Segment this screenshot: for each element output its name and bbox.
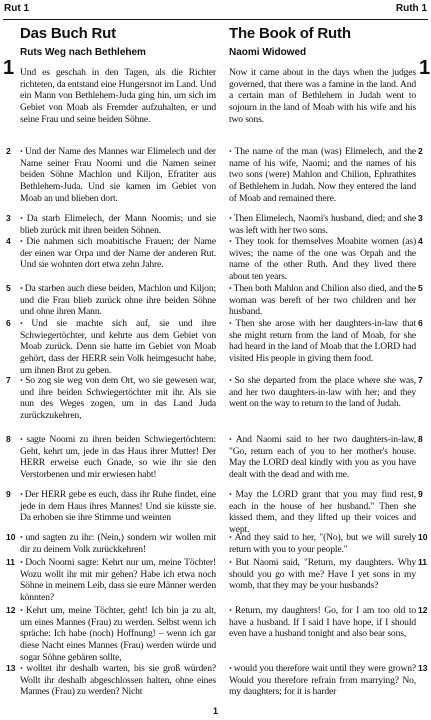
verse-text: So zog sie weg von dem Ort, wo sie gewesen war, und ihre beiden Schwiegertöchter mit ihr. Als sie nun des Weges zogen, um in das Land Juda zurückzukehren, [20, 375, 216, 422]
verse-marker-icon: • [229, 490, 236, 499]
verse-marker-icon: • [229, 284, 234, 293]
verse-german-2 [20, 146, 216, 205]
verse-text: Der HERR gebe es euch, dass ihr Ruhe findet, eine jede in dem Haus ihres Mannes! Und sie küsste sie. Da erhoben sie ihre Stimme und weinten [20, 489, 216, 524]
verse-text: Und der Name des Mannes war Elimelech und der Name seiner Frau Noomi und die Namen seiner beiden Söhne Machlon und Kiljon, Efratiter aus Bethlehem-Juda. Und sie kamen im Gebiet von Moab an und blieben dort. [20, 146, 216, 204]
verse-german-13 [20, 663, 216, 698]
verse-text: wolltet ihr deshalb warten, bis sie groß würden? Wollt ihr deshalb abgeschlossen halten, ohne eines Mannes (Frau) zu werden? Nicht [20, 663, 216, 698]
verse-english-8 [229, 434, 416, 481]
verse-marker-icon: • [229, 214, 234, 223]
english-column [229, 22, 416, 698]
verse-marker-icon: • [20, 435, 27, 444]
verse-number-english: 7 [418, 375, 423, 385]
verse-number-german: 13 [6, 663, 16, 673]
verse-marker-icon: • [229, 533, 235, 542]
verse-english-11 [229, 557, 416, 592]
verse-german-9 [20, 489, 216, 524]
verse-german-12 [20, 605, 216, 664]
verse-german-1 [20, 67, 216, 126]
verse-text: Then Elimelech, Naomi's husband, died; and she was left with her two sons. [229, 213, 416, 236]
verse-number-english: 9 [418, 489, 423, 499]
verse-german-4 [20, 236, 216, 271]
verse-number-german: 7 [6, 375, 11, 385]
verse-text: Kehrt um, meine Töchter, geht! Ich bin ja zu alt, um eines Mannes (Frau) zu werden. Selbst wenn ich spräche: Ich habe (noch) Hoffnung! – wenn ich gar diese Nacht eines Mannes (Frau) werden würde und sogar Söhne gebären sollte, [20, 605, 216, 663]
verse-marker-icon: • [229, 376, 235, 385]
verse-text: Now it came about in the days when the judges governed, that there was a famine in the land. And a certain man of Bethlehem in Judah went to sojourn in the land of Moab with his wife and his two sons. [229, 67, 416, 125]
german-column [20, 22, 216, 698]
verse-english-1 [229, 67, 416, 126]
verse-number-german: 12 [6, 605, 16, 615]
verse-english-9 [229, 489, 416, 536]
verse-german-3 [20, 213, 216, 236]
verse-text: Und es geschah in den Tagen, als die Richter richteten, da entstand eine Hungersnot im Land. Und ein Mann von Bethlehem-Juda ging hin, um sich im Gebiet von Moab als Fremder aufzuhalten, er und seine Frau und seine beiden Söhne. [20, 67, 216, 125]
verse-marker-icon: • [20, 319, 32, 328]
verse-german-6 [20, 318, 216, 377]
verse-number-english: 6 [418, 318, 423, 328]
verse-number-english: 5 [418, 283, 423, 293]
verse-marker-icon: • [20, 606, 26, 615]
verse-text: They took for themselves Moabite women (as) wives; the name of the one was Orpah and the name of the other Ruth. And they lived there about ten years. [229, 236, 416, 283]
verse-number-english: 3 [418, 213, 423, 223]
verse-marker-icon: • [229, 237, 235, 246]
verse-marker-icon: • [20, 490, 25, 499]
verse-text: But Naomi said, "Return, my daughters. Why should you go with me? Have I yet sons in my womb, that they may be your husbands? [229, 557, 416, 592]
verse-marker-icon: • [20, 237, 27, 246]
book-title-english: The Book of Ruth [229, 25, 351, 42]
verse-text: sagte Noomi zu ihren beiden Schwiegertöchtern: Geht, kehrt um, jede in das Haus ihrer Mutter! Der HERR erweise euch Gnade, so wie ihr sie den Verstorbenen und mir erwiesen habt! [20, 434, 216, 481]
verse-marker-icon: • [229, 147, 235, 156]
verse-english-4 [229, 236, 416, 283]
verse-number-english: 2 [418, 146, 423, 156]
verse-text: Die nahmen sich moabitische Frauen; der Name der einen war Orpa und der Name der anderen Rut. Und sie wohnten dort etwa zehn Jahre. [20, 236, 216, 271]
verse-text: Return, my daughters! Go, for I am too old to have a husband. If I said I have hope, if I should even have a husband tonight and also bear sons, [229, 605, 416, 640]
verse-number-german: 11 [6, 557, 15, 567]
verse-text: So she departed from the place where she was, and her two daughters-in-law with her; and they went on the way to return to the land of Judah. [229, 375, 416, 410]
verse-marker-icon: • [20, 533, 26, 542]
verse-marker-icon: • [229, 664, 234, 673]
header-rule [3, 19, 428, 20]
verse-number-english: 4 [418, 236, 423, 246]
verse-number-german: 6 [6, 318, 11, 328]
verse-text: And Naomi said to her two daughters-in-law, "Go, return each of you to her mother's house. May the LORD deal kindly with you as you have dealt with the dead and with me. [229, 434, 416, 481]
verse-number-german: 10 [6, 532, 16, 542]
verse-number-german: 9 [6, 489, 11, 499]
verse-text: would you therefore wait until they were grown? Would you therefore refrain from marrying? No, my daughters; for it is harder [229, 663, 416, 698]
verse-text: May the LORD grant that you may find rest, each in the house of her husband." Then she kissed them, and they lifted up their voices and wept. [229, 489, 416, 536]
verse-text: Then both Mahlon and Chilion also died, and the woman was bereft of her two children and her husband. [229, 283, 416, 318]
chapter-number-english: 1 [419, 57, 431, 79]
chapter-number-german: 1 [3, 57, 15, 79]
verse-text: The name of the man (was) Elimelech, and the name of his wife, Naomi; and the names of his two sons (were) Mahlon and Chilion, Ephrathites of Bethlehem in Judah. Now they entered the land of Moab and remained there. [229, 146, 416, 204]
verse-text: And they said to her, "(No), but we will surely return with you to your people." [229, 532, 416, 555]
verse-english-10 [229, 532, 416, 555]
verse-marker-icon: • [229, 435, 236, 444]
verse-number-english: 8 [418, 434, 423, 444]
verse-number-german: 8 [6, 434, 11, 444]
verse-number-german: 5 [6, 283, 11, 293]
verse-english-3 [229, 213, 416, 236]
verse-number-german: 4 [6, 236, 11, 246]
verse-marker-icon: • [20, 664, 27, 673]
verse-text: und sagten zu ihr: (Nein,) sondern wir wollen mit dir zu deinem Volk zurückkehren! [20, 532, 216, 555]
verse-marker-icon: • [20, 147, 25, 156]
verse-marker-icon: • [20, 284, 25, 293]
verse-english-5 [229, 283, 416, 318]
verse-german-11 [20, 557, 216, 604]
verse-marker-icon: • [229, 606, 235, 615]
verse-text: Da starb Elimelech, der Mann Noomis; und sie blieb zurück mit ihren beiden Söhnen. [20, 213, 216, 236]
verse-german-7 [20, 375, 216, 422]
verse-english-6 [229, 318, 416, 365]
verse-english-12 [229, 605, 416, 640]
running-head-german: Rut 1 [4, 3, 29, 14]
verse-text: Da starben auch diese beiden, Machlon und Kiljon; und die Frau blieb zurück ohne ihre beiden Söhne und ohne ihren Mann. [20, 283, 216, 318]
book-title-german: Das Buch Rut [20, 25, 116, 42]
verse-number-german: 3 [6, 213, 11, 223]
verse-german-10 [20, 532, 216, 555]
verse-text: Then she arose with her daughters-in-law that she might return from the land of Moab, for she had heard in the land of Moab that the LORD had visited His people in giving them food. [229, 318, 416, 365]
verse-number-english: 13 [418, 663, 428, 673]
verse-marker-icon: • [20, 558, 26, 567]
running-head-english: Ruth 1 [395, 3, 427, 14]
verse-number-english: 11 [418, 557, 427, 567]
verse-marker-icon: • [20, 214, 27, 223]
verse-english-13 [229, 663, 416, 698]
verse-number-english: 12 [418, 605, 428, 615]
verse-text: Und sie machte sich auf, sie und ihre Schwiegertöchter, und kehrte aus dem Gebiet von Moab zurück. Denn sie hatte im Gebiet von Moab gehört, dass der HERR sein Volk heimgesucht habe, um ihnen Brot zu geben. [20, 318, 216, 376]
verse-german-5 [20, 283, 216, 318]
verse-number-english: 10 [418, 532, 428, 542]
verse-english-2 [229, 146, 416, 205]
verse-english-7 [229, 375, 416, 410]
verse-marker-icon: • [20, 376, 26, 385]
section-title-german: Ruts Weg nach Bethlehem [20, 47, 146, 58]
verse-marker-icon: • [229, 319, 236, 328]
verse-number-german: 2 [6, 146, 11, 156]
verse-marker-icon: • [229, 558, 236, 567]
verse-german-8 [20, 434, 216, 481]
verse-text: Doch Noomi sagte: Kehrt nur um, meine Töchter! Wozu wollt ihr mit mir gehen? Habe ich etwa noch Söhne in meinem Leib, dass sie eure Männer werden könnten? [20, 557, 216, 604]
page-number: 1 [212, 706, 218, 716]
section-title-english: Naomi Widowed [229, 47, 307, 58]
